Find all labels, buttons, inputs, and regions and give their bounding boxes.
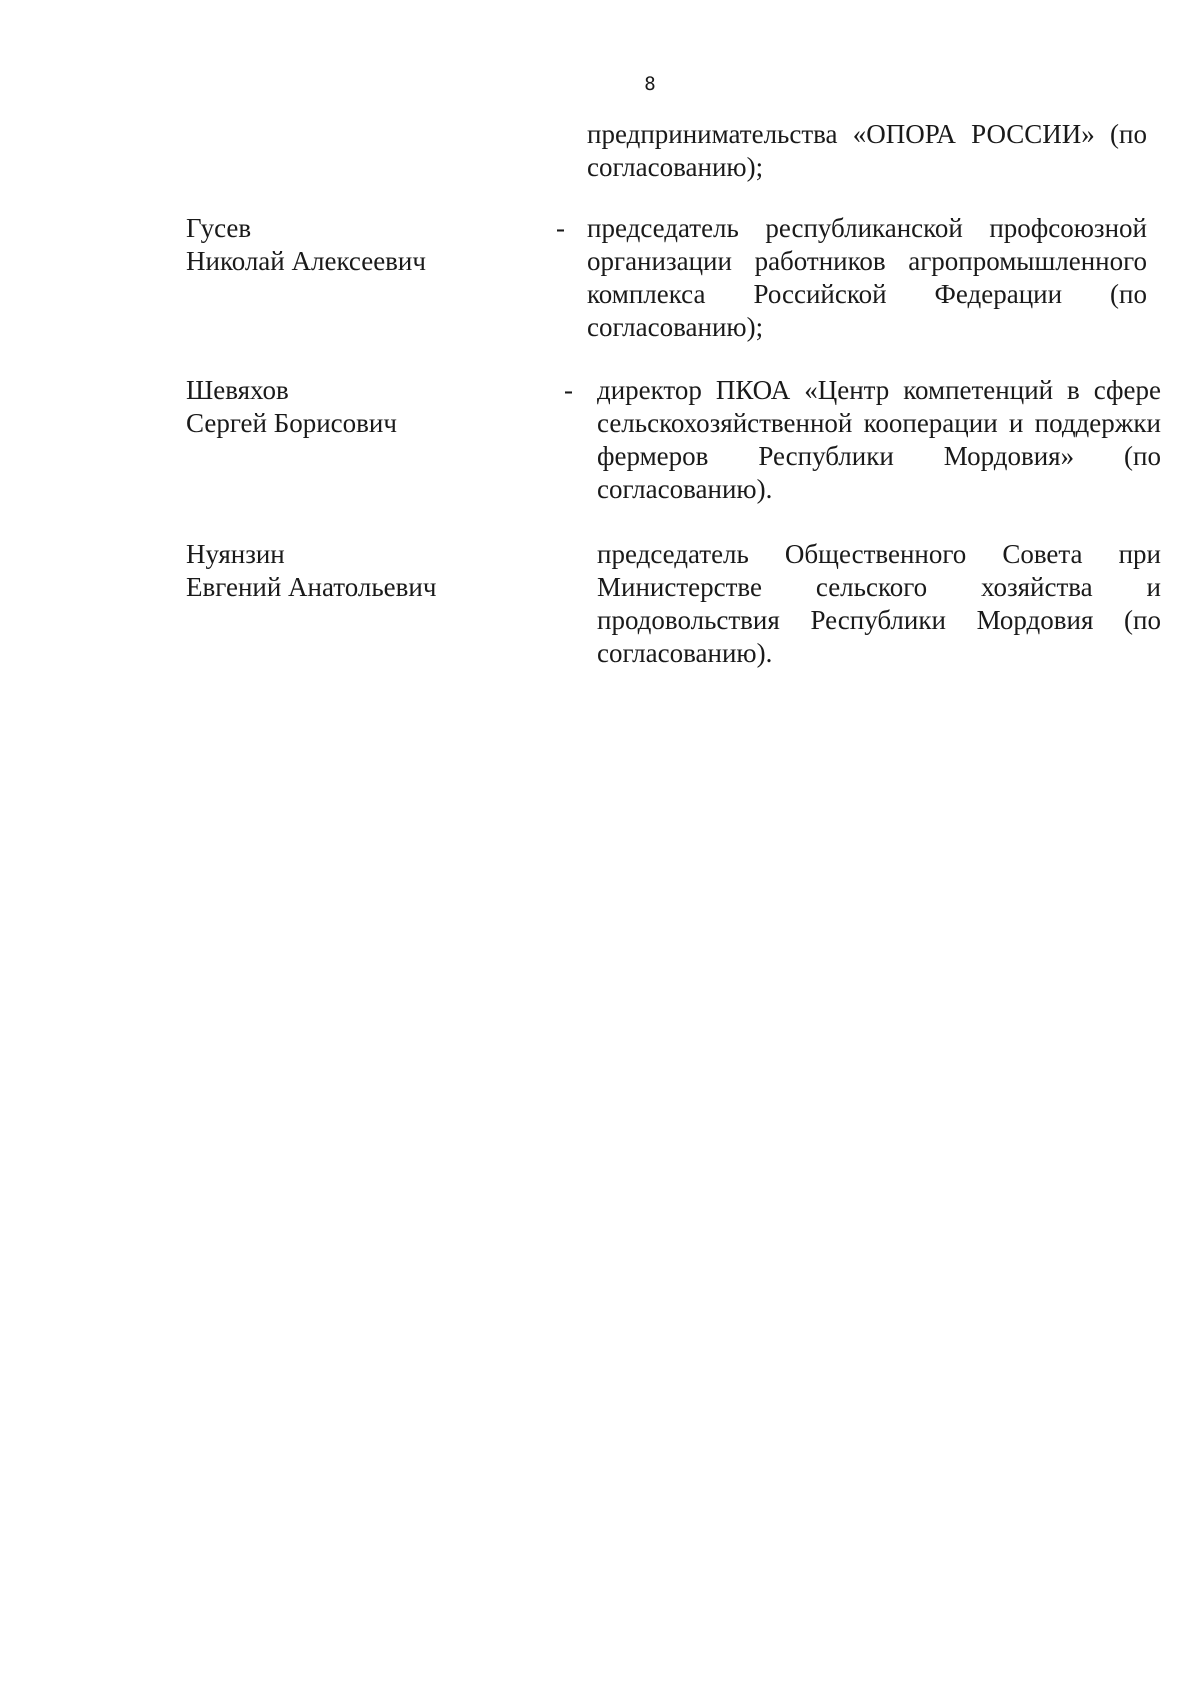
member-given-names-1: Николай Алексеевич [186, 246, 426, 276]
member-dash-2: - [564, 375, 573, 405]
member-position-1: председатель республиканской профсоюзной организации работников агропромышленного комплекса Российской Федерации (по согласованию); [587, 213, 1147, 342]
member-name-3 [186, 538, 436, 604]
member-surname-3: Нуянзин [186, 539, 285, 569]
member-given-names-3: Евгений Анатольевич [186, 572, 437, 602]
member-name-2 [186, 374, 397, 440]
member-surname-1: Гусев [186, 213, 252, 243]
member-position-2: директор ПКОА «Центр компетенций в сфере сельскохозяйственной кооперации и поддержки фермеров Республики Мордовия» (по согласованию). [597, 375, 1161, 504]
page-number: 8 [644, 73, 656, 95]
member-surname-2: Шевяхов [186, 375, 289, 405]
member-dash-1: - [556, 213, 565, 243]
member-name-1 [186, 212, 426, 278]
member-given-names-2: Сергей Борисович [186, 408, 397, 438]
continuation-text: предпринимательства «ОПОРА РОССИИ» (по согласованию); [587, 119, 1147, 182]
member-position-3: председатель Общественного Совета при Министерстве сельского хозяйства и продовольствия Республики Мордовия (по согласованию). [597, 539, 1161, 668]
